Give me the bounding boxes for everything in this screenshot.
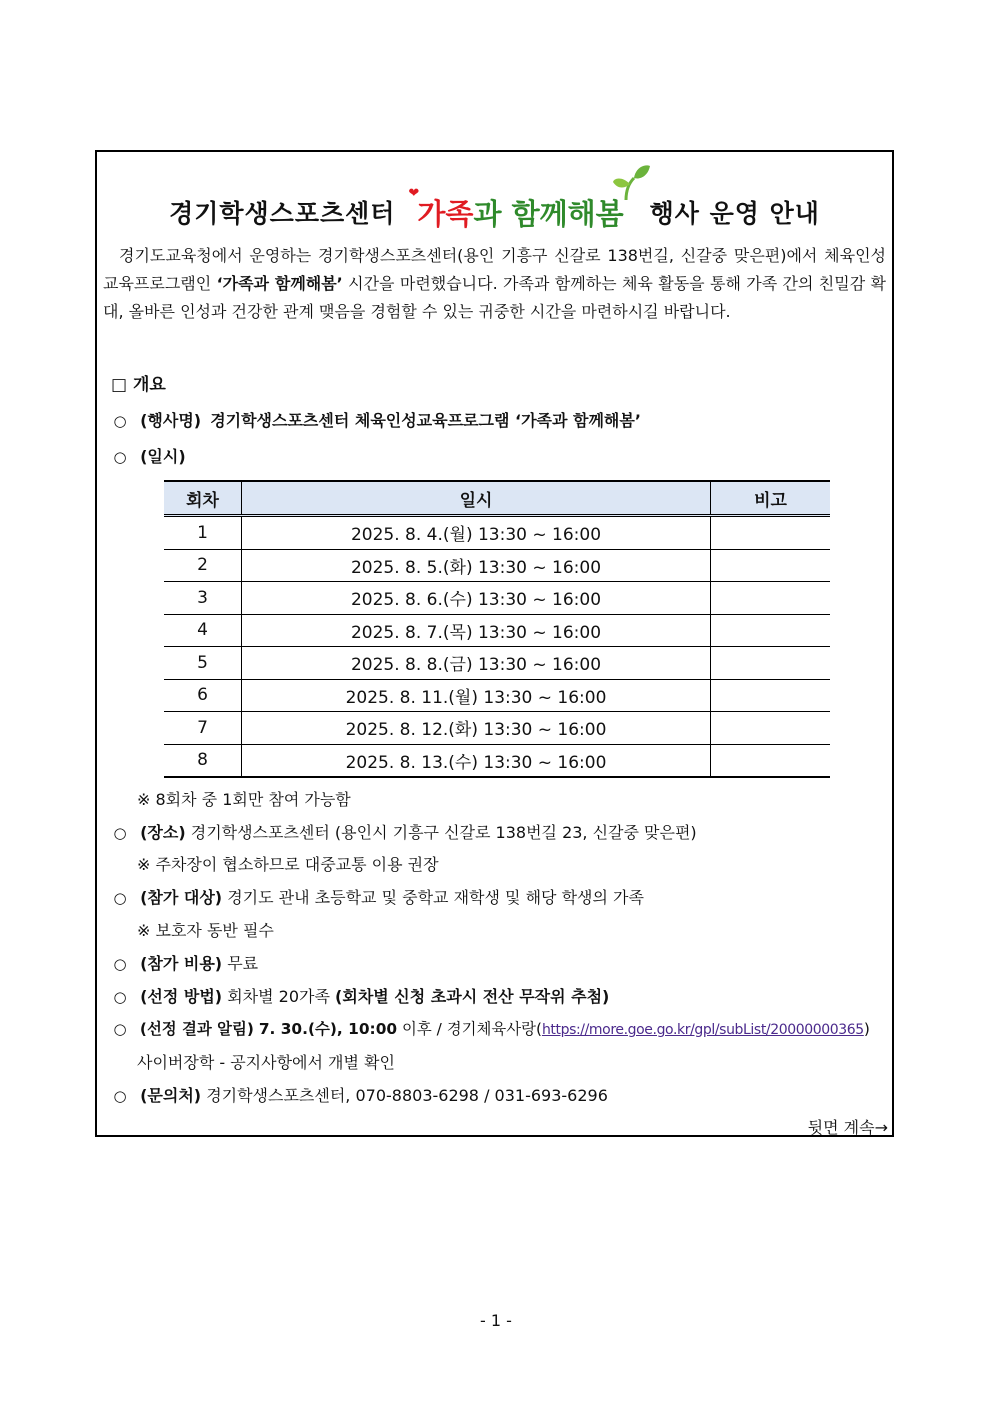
- fee-value: 무료: [227, 954, 259, 973]
- event-name-value: 경기학생스포츠센터 체육인성교육프로그램 ‘가족과 함께해봄’: [210, 411, 641, 430]
- cell-round: 5: [164, 647, 242, 680]
- cell-datetime: 2025. 8. 11.(월) 13:30 ~ 16:00: [242, 679, 711, 712]
- intro-text-2: 시간을 마련했습니다. 가족과 함께하는 체육 활동을 통해 가족 간의 친밀감 확대, 올바른 인성과 건강한 관계 맺음을 경험할 수 있는 귀중한 시간을 마련하시길 바랍니다.: [103, 274, 887, 321]
- intro-text-1: 경기도교육청에서 운영하는 경기학생스포츠센터(용인 기흥구 신갈로 138번길, 신갈중 맞은편)에서 체육인성교육프로그램인: [103, 246, 886, 293]
- target-value: 경기도 관내 초등학교 및 중학교 재학생 및 해당 학생의 가족: [227, 888, 644, 907]
- intro-paragraph: [103, 242, 886, 326]
- cell-round: 6: [164, 679, 242, 712]
- result-link[interactable]: https://more.goe.go.kr/gpl/subList/20000000365: [541, 1022, 864, 1038]
- bullet: ○: [113, 955, 127, 973]
- cell-note: [711, 744, 831, 777]
- cell-datetime: 2025. 8. 13.(수) 13:30 ~ 16:00: [242, 744, 711, 777]
- notice-frame: [95, 150, 894, 1137]
- bullet: ○: [113, 988, 127, 1006]
- table-row: [164, 647, 830, 680]
- sprout-icon: [612, 162, 652, 202]
- result-paren: ): [863, 1020, 870, 1038]
- cell-note: [711, 582, 831, 615]
- cell-round: 2: [164, 549, 242, 582]
- cell-note: [711, 614, 831, 647]
- table-row: [164, 549, 830, 582]
- place-note: ※ 주차장이 협소하므로 대중교통 이용 권장: [137, 855, 439, 874]
- selection-value: 회차별 20가족: [227, 987, 330, 1006]
- page-number: - 1 -: [480, 1311, 512, 1330]
- contact-row: [109, 1083, 892, 1106]
- cell-note: [711, 549, 831, 582]
- contact-label: (문의처): [140, 1086, 202, 1105]
- bullet: ○: [113, 824, 127, 842]
- selection-label: (선정 방법): [140, 987, 223, 1006]
- heart-icon: ❤: [408, 185, 420, 201]
- cell-note: [711, 679, 831, 712]
- cell-round: 4: [164, 614, 242, 647]
- result-text: 이후 / 경기체육사랑(: [402, 1020, 542, 1038]
- schedule-table: [164, 480, 830, 778]
- cell-round: 7: [164, 712, 242, 745]
- bullet: ○: [113, 889, 127, 907]
- table-row: [164, 744, 830, 777]
- header-note: 비고: [711, 481, 831, 516]
- program-logo: [408, 185, 624, 233]
- cell-datetime: 2025. 8. 4.(월) 13:30 ~ 16:00: [242, 516, 711, 550]
- bullet: ○: [113, 412, 127, 430]
- cell-note: [711, 647, 831, 680]
- table-row: [164, 712, 830, 745]
- result-date: 7. 30.(수), 10:00: [258, 1020, 398, 1038]
- header-round: 회차: [164, 481, 242, 516]
- section-heading: □ 개요: [111, 375, 166, 395]
- table-row: [164, 614, 830, 647]
- cell-round: 1: [164, 516, 242, 550]
- place-value: 경기학생스포츠센터 (용인시 기흥구 신갈로 138번길 23, 신갈중 맞은편): [190, 823, 697, 842]
- header-datetime: 일시: [242, 481, 711, 516]
- selection-row: [109, 984, 892, 1007]
- result-label: (선정 결과 알림): [139, 1020, 254, 1038]
- event-name-label: (행사명): [140, 411, 202, 430]
- place-row: [109, 820, 892, 843]
- table-row: [164, 582, 830, 615]
- bullet: ○: [113, 1087, 127, 1105]
- title-left: 경기학생스포츠센터: [169, 199, 396, 228]
- cell-datetime: 2025. 8. 6.(수) 13:30 ~ 16:00: [242, 582, 711, 615]
- schedule-row: [109, 444, 892, 467]
- fee-label: (참가 비용): [140, 954, 223, 973]
- target-row: [109, 885, 892, 908]
- cell-note: [711, 516, 831, 550]
- fee-row: [109, 951, 892, 974]
- table-row: [164, 516, 830, 550]
- title-right: 행사 운영 안내: [649, 199, 820, 228]
- target-note: ※ 보호자 동반 필수: [137, 921, 274, 940]
- target-label: (참가 대상): [140, 888, 223, 907]
- result-line2: 사이버장학 - 공지사항에서 개별 확인: [137, 1053, 395, 1072]
- place-label: (장소): [140, 823, 186, 842]
- logo-red-text: 가족: [417, 196, 474, 231]
- bullet: ○: [113, 1020, 127, 1038]
- table-row: [164, 679, 830, 712]
- schedule-label: (일시): [140, 447, 186, 466]
- continue-note: 뒷면 계속→: [807, 1118, 888, 1137]
- schedule-note: ※ 8회차 중 1회만 참여 가능함: [137, 790, 351, 809]
- cell-datetime: 2025. 8. 7.(목) 13:30 ~ 16:00: [242, 614, 711, 647]
- event-name-row: [109, 408, 892, 431]
- result-row: [109, 1017, 892, 1039]
- cell-note: [711, 712, 831, 745]
- logo-green-text: 과 함께해봄: [473, 196, 624, 231]
- cell-round: 8: [164, 744, 242, 777]
- cell-round: 3: [164, 582, 242, 615]
- cell-datetime: 2025. 8. 8.(금) 13:30 ~ 16:00: [242, 647, 711, 680]
- selection-detail: (회차별 신청 초과시 전산 무작위 추첨): [335, 987, 610, 1006]
- cell-datetime: 2025. 8. 12.(화) 13:30 ~ 16:00: [242, 712, 711, 745]
- page-title: [97, 185, 892, 236]
- contact-value: 경기학생스포츠센터, 070-8803-6298 / 031-693-6296: [206, 1086, 608, 1105]
- bullet: ○: [113, 448, 127, 466]
- cell-datetime: 2025. 8. 5.(화) 13:30 ~ 16:00: [242, 549, 711, 582]
- intro-program-name: ‘가족과 함께해봄’: [216, 274, 343, 293]
